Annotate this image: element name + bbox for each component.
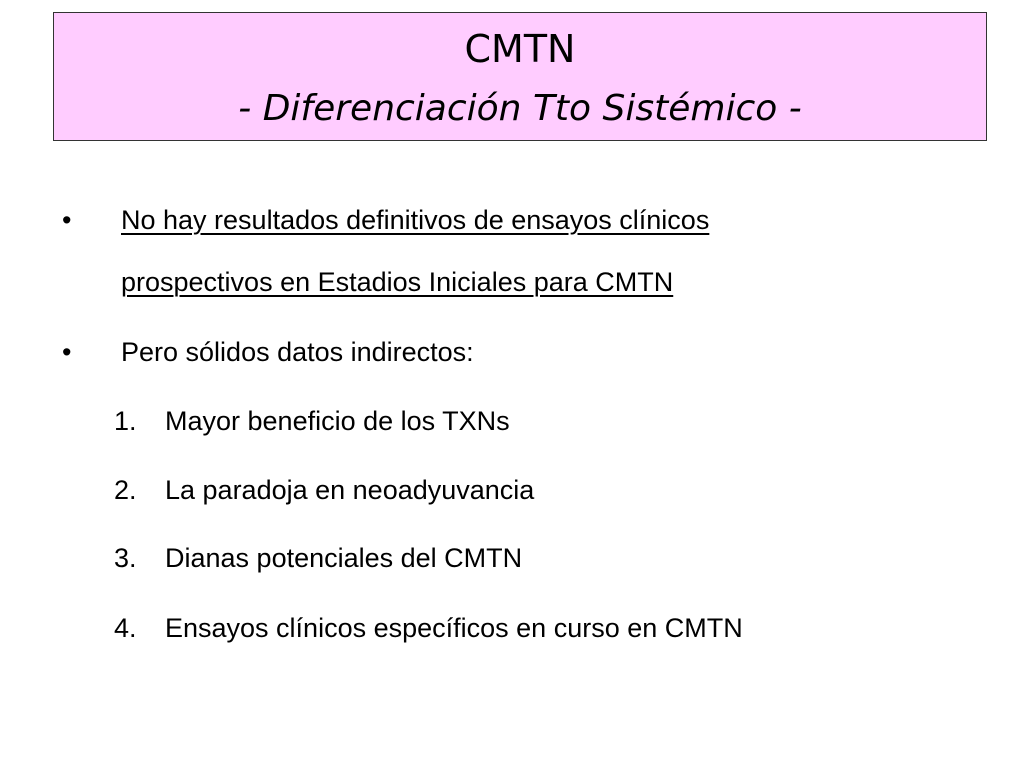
numbered-item: La paradoja en neoadyuvancia bbox=[165, 475, 535, 505]
slide-title: CMTN bbox=[464, 27, 576, 71]
numbered-item: Ensayos clínicos específicos en curso en CMTN bbox=[165, 613, 743, 643]
numbered-marker: 1. bbox=[114, 406, 137, 436]
slide-subtitle: - Diferenciación Tto Sistémico - bbox=[238, 88, 802, 129]
bullet-text-line: Pero sólidos datos indirectos: bbox=[121, 337, 474, 367]
bullet-text-line: No hay resultados definitivos de ensayos clínicos bbox=[121, 205, 710, 235]
bullet-text-line: prospectivos en Estadios Iniciales para CMTN bbox=[121, 267, 674, 297]
bullet-marker: • bbox=[62, 337, 72, 367]
numbered-marker: 2. bbox=[114, 475, 137, 505]
numbered-marker: 4. bbox=[114, 613, 137, 643]
numbered-marker: 3. bbox=[114, 543, 137, 573]
bullet-marker: • bbox=[62, 205, 72, 235]
slide-title-box bbox=[53, 12, 987, 141]
numbered-item: Dianas potenciales del CMTN bbox=[165, 543, 523, 573]
numbered-item: Mayor beneficio de los TXNs bbox=[165, 406, 510, 436]
